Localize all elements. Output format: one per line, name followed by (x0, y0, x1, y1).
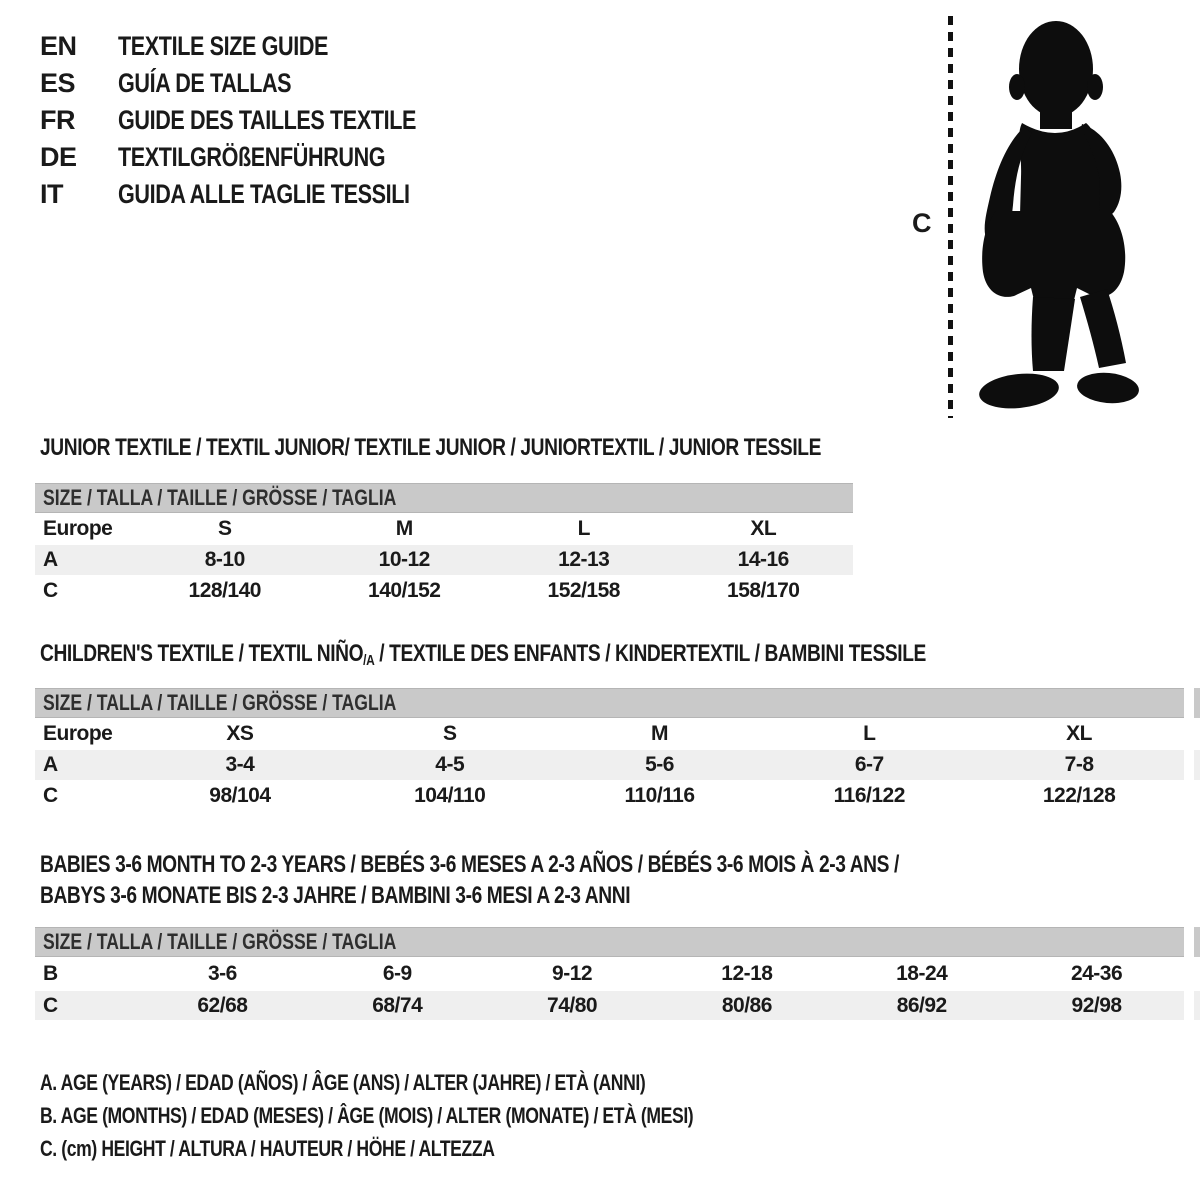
language-row (40, 176, 491, 213)
value-cell: 86/92 (896, 993, 947, 1017)
value-cell: 104/110 (414, 784, 486, 807)
value-cell: 7-8 (1064, 753, 1094, 776)
table-row-height (35, 575, 853, 607)
table-edge-fragment (1194, 688, 1200, 718)
col-header-cell: XS (226, 722, 254, 745)
value-cell: 14-16 (737, 548, 789, 571)
section-title-children (40, 640, 1147, 668)
table-row-height (35, 991, 1184, 1020)
language-title-list (40, 28, 491, 213)
value-cell: 9-12 (552, 962, 593, 985)
guide-title-it: GUIDA ALLE TAGLIE TESSILI (118, 179, 410, 209)
language-row (40, 139, 491, 176)
language-row (40, 28, 491, 65)
value-cell: 12-18 (721, 962, 773, 985)
value-cell: 8-10 (204, 548, 245, 571)
section-title-part: CHILDREN'S TEXTILE / TEXTIL NIÑO (40, 640, 364, 667)
language-row (40, 102, 491, 139)
value-cell: 152/158 (547, 579, 620, 602)
value-cell: 92/98 (1071, 993, 1122, 1017)
height-measure-label: C (912, 208, 932, 238)
value-cell: 5-6 (645, 753, 674, 776)
table-row-height (35, 780, 1184, 812)
value-cell: 4-5 (435, 753, 465, 776)
table-row-age (35, 750, 1184, 780)
value-cell: 74/80 (547, 993, 598, 1017)
guide-title-de: TEXTILGRÖßENFÜHRUNG (118, 142, 386, 172)
value-cell: 18-24 (896, 962, 948, 985)
toddler-silhouette-icon (962, 16, 1142, 418)
legend-line-a: A. AGE (YEARS) / EDAD (AÑOS) / ÂGE (ANS) / ALTER (JAHRE) / ETÀ (ANNI) (40, 1070, 646, 1095)
col-header-cell: L (863, 722, 876, 745)
height-measure-line (948, 16, 953, 418)
row-label: Europe (43, 722, 113, 745)
babies-size-table (35, 927, 1184, 1020)
row-label: Europe (43, 517, 113, 540)
row-label: B (43, 962, 58, 985)
legend-line-c: C. (cm) HEIGHT / ALTURA / HAUTEUR / HÖHE / ALTEZZA (40, 1136, 495, 1161)
size-header-bar (35, 483, 853, 513)
col-header-cell: XL (750, 517, 777, 540)
language-code: DE (40, 142, 77, 172)
value-cell: 68/74 (372, 993, 423, 1017)
section-title-sub: /A (363, 652, 375, 669)
size-header-label: SIZE / TALLA / TAILLE / GRÖSSE / TAGLIA (43, 929, 397, 954)
value-cell: 122/128 (1042, 784, 1116, 807)
value-cell: 3-6 (207, 962, 237, 985)
section-title-junior: JUNIOR TEXTILE / TEXTIL JUNIOR/ TEXTILE JUNIOR / JUNIORTEXTIL / JUNIOR TESSILE (40, 434, 821, 461)
junior-size-table (35, 483, 853, 607)
value-cell: 110/116 (624, 784, 695, 807)
col-header-cell: XL (1066, 722, 1092, 745)
value-cell: 10-12 (378, 548, 430, 571)
col-header-cell: L (577, 517, 590, 540)
col-header-cell: M (650, 722, 668, 745)
guide-title-fr: GUIDE DES TAILLES TEXTILE (118, 105, 417, 135)
value-cell: 98/104 (209, 784, 271, 807)
row-label: A (43, 753, 58, 776)
row-label: C (43, 784, 58, 807)
value-cell: 6-9 (382, 962, 412, 985)
value-cell: 3-4 (225, 753, 255, 776)
value-cell: 80/86 (721, 993, 772, 1017)
section-title-babies-line1: BABIES 3-6 MONTH TO 2-3 YEARS / BEBÉS 3-6 MESES A 2-3 AÑOS / BÉBÉS 3-6 MOIS À 2-3 ANS / (40, 851, 899, 878)
table-edge-fragment (1194, 927, 1200, 957)
language-row (40, 65, 491, 102)
value-cell: 6-7 (854, 753, 884, 776)
table-edge-fragment (1194, 991, 1200, 1020)
size-header-label: SIZE / TALLA / TAILLE / GRÖSSE / TAGLIA (43, 690, 397, 715)
section-title-part: / TEXTILE DES ENFANTS / KINDERTEXTIL / BAMBINI TESSILE (374, 640, 926, 667)
language-code: ES (40, 68, 76, 98)
language-code: FR (40, 105, 75, 135)
table-row-europe (35, 513, 853, 545)
section-title-babies-line2: BABYS 3-6 MONATE BIS 2-3 JAHRE / BAMBINI 3-6 MESI A 2-3 ANNI (40, 882, 631, 909)
children-size-table (35, 688, 1184, 812)
language-code: IT (40, 179, 63, 209)
guide-title-en: TEXTILE SIZE GUIDE (118, 31, 329, 61)
value-cell: 158/170 (727, 579, 800, 602)
table-row-months (35, 957, 1184, 991)
value-cell: 140/152 (368, 579, 441, 602)
col-header-cell: M (395, 517, 413, 540)
row-label: C (43, 579, 58, 602)
col-header-cell: S (217, 517, 232, 540)
table-row-age (35, 545, 853, 575)
legend-line-b: B. AGE (MONTHS) / EDAD (MESES) / ÂGE (MOIS) / ALTER (MONATE) / ETÀ (MESI) (40, 1103, 694, 1128)
value-cell: 12-13 (558, 548, 610, 571)
size-header-bar (35, 927, 1184, 957)
value-cell: 62/68 (197, 993, 248, 1017)
size-header-label: SIZE / TALLA / TAILLE / GRÖSSE / TAGLIA (43, 485, 397, 510)
guide-title-es: GUÍA DE TALLAS (118, 68, 292, 98)
value-cell: 24-36 (1070, 962, 1123, 985)
size-header-bar (35, 688, 1184, 718)
value-cell: 128/140 (188, 579, 261, 602)
language-code: EN (40, 31, 77, 61)
table-row-europe (35, 718, 1184, 750)
row-label: A (43, 548, 58, 571)
col-header-cell: S (442, 722, 457, 745)
table-edge-fragment (1194, 750, 1200, 780)
value-cell: 116/122 (833, 784, 905, 807)
row-label: C (43, 993, 58, 1017)
